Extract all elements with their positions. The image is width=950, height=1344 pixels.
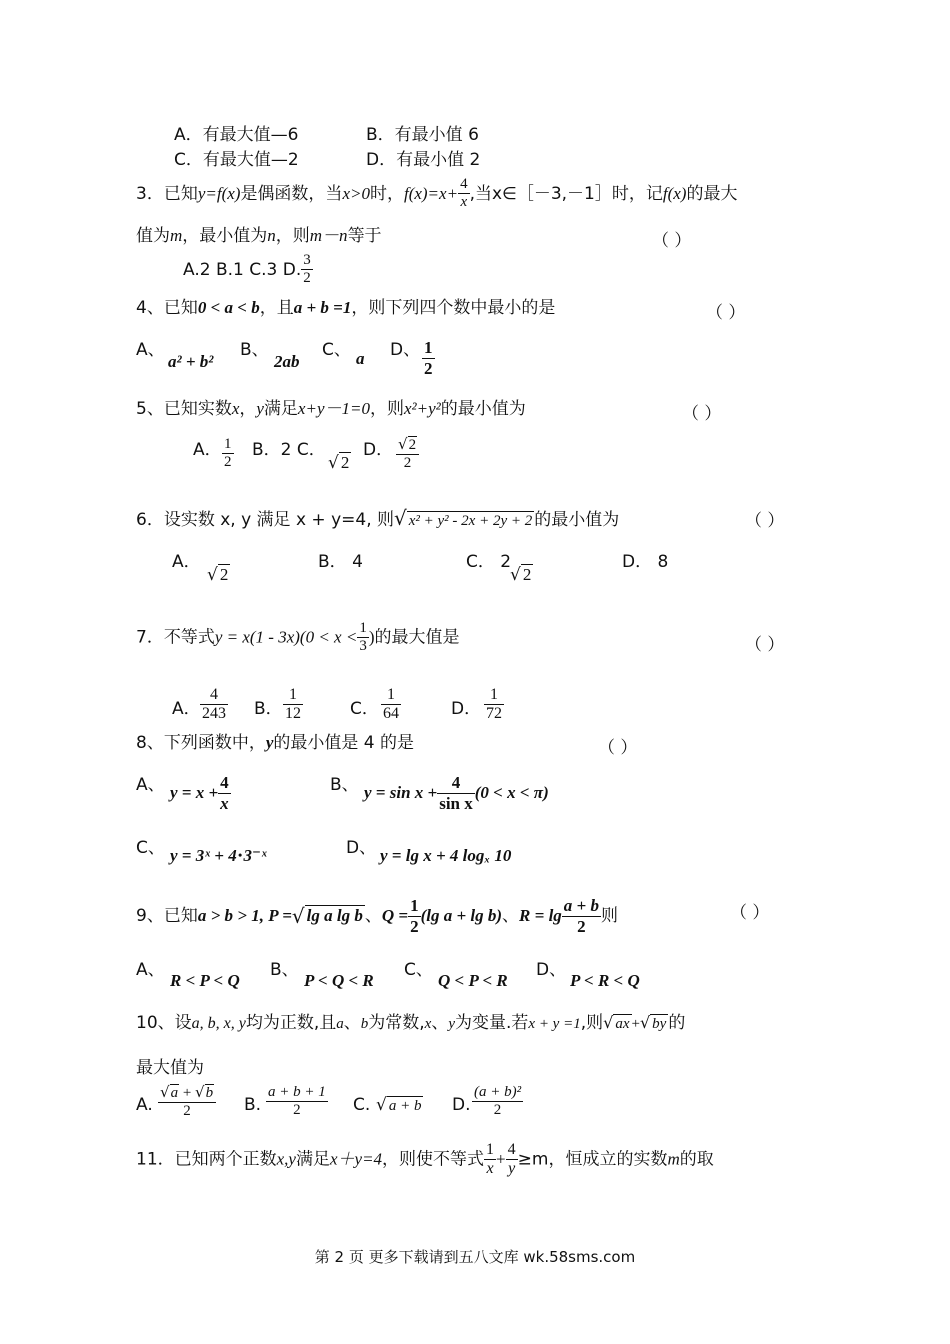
q2-option-b: B．有最小值 6 (366, 125, 479, 145)
q7-stem: 7．不等式y = x(1 - 3x)(0 < x < $\frac{1}{3}$ )的最大值是 (136, 620, 460, 655)
q9-option-d-value: P < R < Q (570, 971, 640, 990)
q7-option-a-label: A． (172, 699, 201, 719)
q8-option-b-expr: y = sin x + $\frac{4}{\text{sin x}}$ (0 < x < π) (364, 773, 549, 813)
q5-option-a-label: A． (193, 440, 222, 460)
q4-option-c-value: a (356, 349, 365, 368)
page-footer: 第 2 页 更多下载请到五八文库 wk.58sms.com (314, 1248, 636, 1266)
q5-option-d-label: D． (363, 440, 394, 460)
q6-answer-paren: （ ） (745, 511, 785, 531)
q3-fraction: $\frac{4}{x}$ (460, 176, 468, 211)
q5-option-d-fraction: $\frac{√2}{2}$ (396, 436, 419, 473)
q11-stem: 11．已知两个正数x,y满足x＋y=4，则使不等式 $\frac{1}{x}$ + $\frac{4}{y}$ ≥m，恒成立的实数m的取 (136, 1141, 714, 1178)
q7-option-d-label: D． (451, 699, 482, 719)
q10-line1: 10、设a, b, x, y均为正数,且a、b为常数,x、y为变量.若x + y =1,则√ ax +√ by 的 (136, 1013, 686, 1033)
q8-option-a-expr: y = x + $\frac{4}{x}$ (170, 773, 229, 813)
q4-stem: 4、已知0 < a < b，且a + b =1，则下列四个数中最小的是 (136, 298, 556, 318)
q8-option-c-label: C、 (136, 838, 165, 858)
q4-option-b-label: B、 (240, 340, 269, 360)
q7-option-a-fraction: $\frac{4}{243}$ (202, 686, 226, 723)
q8-option-d-label: D、 (346, 838, 377, 858)
q2-option-d: D．有最小值 2 (366, 150, 481, 170)
q4-option-d-label: D、 (390, 340, 421, 360)
q9-option-d-label: D、 (536, 960, 567, 980)
q10-option-b-fraction: $\frac{a + b + 1}{2}$ (268, 1084, 326, 1119)
q4-option-a-label: A、 (136, 340, 165, 360)
q8-option-a-label: A、 (136, 775, 165, 795)
q9-stem: 9、已知a > b > 1, P =√ lg a lg b 、Q = $\frac{1}{2}$ (lg a + lg b)、R = lg $\frac{a + b}{2}$ 则 (136, 896, 618, 936)
q6-option-a-value: √ 2 (207, 565, 229, 585)
q6-option-c-value: √ 2 (510, 565, 532, 585)
q5-option-bc-label: B．2 C． (252, 440, 326, 460)
q3-line2: 值为m，最小值为n，则m－n等于 (136, 226, 382, 246)
q4-option-b-value: 2ab (274, 352, 300, 371)
q6-option-d: D． 8 (622, 552, 669, 572)
q10-option-b-label: B. (244, 1095, 262, 1115)
q7-option-d-fraction: $\frac{1}{72}$ (486, 686, 502, 723)
q4-answer-paren: （ ） (706, 303, 746, 323)
q10-option-d-label: D. (452, 1095, 471, 1115)
q5-option-c-value: √ 2 (328, 453, 350, 473)
q7-option-c-label: C． (350, 699, 379, 719)
q9-option-b-label: B、 (270, 960, 299, 980)
q9-option-a-value: R < P < Q (170, 971, 240, 990)
q4-option-a-value: a² + b² (168, 352, 214, 371)
q9-answer-paren: （ ） (730, 903, 770, 923)
q3-option-d-fraction: $\frac{3}{2}$ (303, 252, 311, 287)
q6-stem: 6．设实数 x, y 满足 x + y=4, 则√ x² + y² - 2x + 2y + 2 的最小值为 (136, 506, 620, 530)
q9-option-b-value: P < Q < R (304, 971, 374, 990)
q10-option-a-label: A. (136, 1095, 153, 1115)
q8-stem: 8、下列函数中，y的最小值是 4 的是 (136, 733, 414, 753)
q6-option-b: B． 4 (318, 552, 363, 572)
q2-option-c: C．有最大值—2 (174, 150, 299, 170)
q10-line2: 最大值为 (136, 1058, 204, 1078)
q3-options: A.2 B.1 C.3 D. $\frac{3}{2}$ (183, 252, 311, 287)
q10-option-d-fraction: $\frac{\text{(a + b)²}}{2}$ (474, 1084, 522, 1119)
q3-line1: 3．已知y=f(x)是偶函数，当x>0时，f(x)=x+ $\frac{4}{x}$ ,当x∈［－3,－1］时，记f(x)的最大 (136, 176, 738, 211)
q8-option-d-expr: y = lg x + 4 logₓ 10 (380, 846, 512, 865)
q7-option-b-fraction: $\frac{1}{12}$ (285, 686, 301, 723)
q7-option-b-label: B． (254, 699, 283, 719)
q9-option-a-label: A、 (136, 960, 165, 980)
q3-answer-paren: （ ） (652, 231, 692, 251)
q6-option-a-label: A． (172, 552, 201, 572)
q5-option-a-fraction: $\frac{1}{2}$ (224, 436, 232, 471)
q6-option-c-label: C． 2 (466, 552, 512, 572)
q4-option-d-fraction: $\frac{1}{2}$ (424, 338, 433, 378)
q5-answer-paren: （ ） (682, 404, 722, 424)
q9-option-c-label: C、 (404, 960, 433, 980)
q10-option-c-value: √ a + b (376, 1095, 422, 1115)
q8-option-c-expr: y = 3ˣ + 4⋅3⁻ˣ (170, 846, 267, 865)
q7-answer-paren: （ ） (745, 635, 785, 655)
q8-option-b-label: B、 (330, 775, 359, 795)
q5-stem: 5、已知实数x，y满足x+y－1=0，则x²+y²的最小值为 (136, 399, 526, 419)
q4-option-c-label: C、 (322, 340, 351, 360)
q8-answer-paren: （ ） (598, 738, 638, 758)
q2-option-a: A．有最大值—6 (174, 125, 299, 145)
q10-option-a-fraction: $\frac{√a + √b}{2}$ (158, 1084, 216, 1121)
q7-option-c-fraction: $\frac{1}{64}$ (383, 686, 399, 723)
q10-option-c-label: C. (353, 1095, 371, 1115)
q9-option-c-value: Q < P < R (438, 971, 508, 990)
